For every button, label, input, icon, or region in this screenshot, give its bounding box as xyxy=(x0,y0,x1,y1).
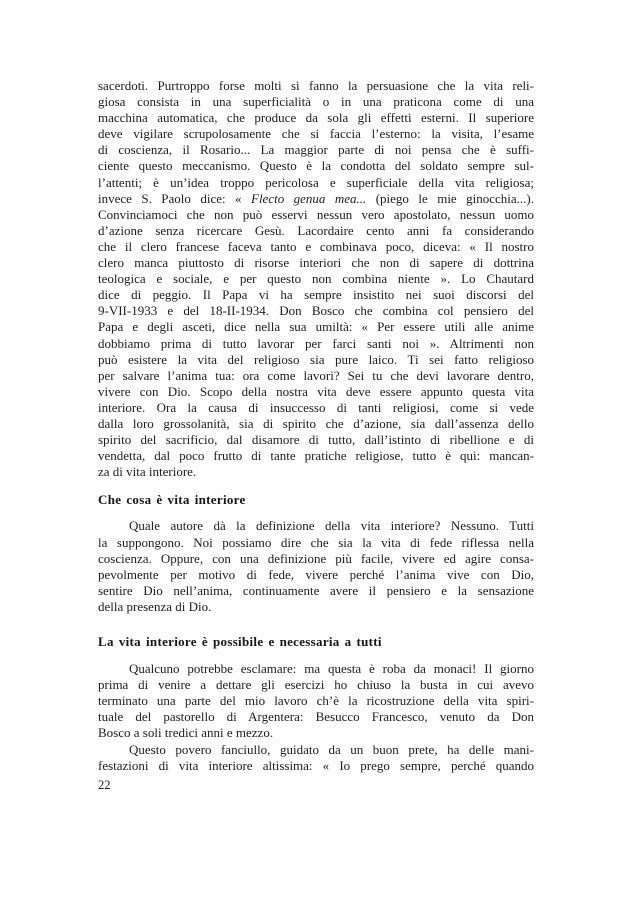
text-line: per salvare l’anima tua: ora come lavori? Sei tu che devi lavorare dentro, xyxy=(98,367,534,383)
text-line: Qualcuno potrebbe esclamare: ma questa è roba da monaci! Il giorno xyxy=(129,661,534,677)
text-line: sacerdoti. Purtroppo forse molti si fanno la persuasione che la vita reli- xyxy=(98,78,534,93)
text-line: dalla loro grossolanità, sia di spirito che d’azione, sia dall’assenza dello xyxy=(98,415,534,431)
paragraph-objection xyxy=(98,661,534,741)
text-line: può esistere la vita del religioso sia pure laico. Ti sei fatto religioso xyxy=(98,351,534,367)
text-line: pevolmente per motivo di fede, vivere perché l’anima vive con Dio, xyxy=(98,566,534,582)
text-line-latin-quote xyxy=(98,191,534,207)
text-line: interiore. Ora la causa di insuccesso di tanti religiosi, come si vede xyxy=(98,399,534,415)
para1-lines-after-italic xyxy=(98,207,534,481)
text-line: Papa e degli asceti, dice nella sua umiltà: « Per essere utili alle anime xyxy=(98,319,534,335)
section-heading-what-is-interior-life: Che cosa è vita interiore xyxy=(98,492,246,508)
page-number: 22 xyxy=(98,778,111,792)
text-line: dobbiamo prima di tutto lavorar per farci santi noi ». Altrimenti non xyxy=(98,335,534,351)
text-line: ciente questo meccanismo. Questo è la condotta del soldato sempre sul- xyxy=(98,158,534,174)
para1-lines-before-italic xyxy=(98,78,534,191)
quote-post-text: (piego le mie ginocchia...). xyxy=(366,190,535,206)
text-line: che il clero francese faceva tanto e combinava poco, diceva: « Il nostro xyxy=(98,238,534,254)
text-line: della presenza di Dio. xyxy=(98,598,212,614)
text-line: sentire Dio nell’anima, continuamente avere il pensiero e la sensazione xyxy=(98,582,534,598)
text-line: za di vita interiore. xyxy=(98,464,197,480)
text-line: giosa consista in una superficialità o in una praticona come di una xyxy=(98,94,534,110)
text-line: coscienza. Oppure, con una definizione più facile, vivere ed agire consa- xyxy=(98,550,534,566)
text-line: dice di peggio. Il Papa vi ha sempre insistito nei suoi discorsi del xyxy=(98,287,534,303)
text-line: d’azione senza ricercare Gesù. Lacordaire cento anni fa considerando xyxy=(98,222,534,238)
text-line: Quale autore dà la definizione della vita interiore? Nessuno. Tutti xyxy=(129,518,534,534)
paragraph-continuation xyxy=(98,78,534,480)
text-line: 9-VII-1933 e del 18-II-1934. Don Bosco che combina col pensiero del xyxy=(98,303,534,319)
latin-quote-italic: Flecto genua mea... xyxy=(251,190,367,206)
text-line: tuale del pastorello di Argentera: Besucco Francesco, venuto da Don xyxy=(98,709,534,725)
text-line: clero manca piuttosto di risorse interiori che non di sapere di dottrina xyxy=(98,255,534,271)
text-line: prima di venire a dettare gli esercizi ho chiuso la busta in cui avevo xyxy=(98,677,534,693)
text-line: spirito del sacrificio, dal disamore di tutto, dall’istinto di ribellione e di xyxy=(98,432,534,448)
text-line: teologica e sociale, e per questo non combina niente ». Lo Chautard xyxy=(98,271,534,287)
text-line: vivere con Dio. Scopo della nostra vita deve essere appunto questa vita xyxy=(98,383,534,399)
text-line: la suppongono. Noi possiamo dire che sia la vita di fede riflessa nella xyxy=(98,534,534,550)
text-line: Convinciamoci che non può esservi nessun vero apostolato, nessun uomo xyxy=(98,206,534,222)
page-text-column xyxy=(98,78,534,774)
text-line: di coscienza, il Rosario... La maggior parte di noi pensa che è suffi- xyxy=(98,142,534,158)
text-line: deve vigilare scrupolosamente che si faccia l’esterno: la visita, l’esame xyxy=(98,126,534,142)
text-line: Bosco a soli tredici anni e mezzo. xyxy=(98,725,274,741)
text-line: terminato una parte del mio lavoro ch’è la ricostruzione della vita spiri- xyxy=(98,693,534,709)
paragraph-besucco xyxy=(98,742,534,774)
text-line: l’attenti; è un’idea troppo pericolosa e superficiale della vita religiosa; xyxy=(98,174,534,190)
section-heading-interior-life-possible: La vita interiore è possibile e necessaria a tutti xyxy=(98,634,382,649)
text-line: Questo povero fanciullo, guidato da un buon prete, ha delle mani- xyxy=(129,741,534,757)
text-line: festazioni di vita interiore altissima: « Io prego sempre, perché quando xyxy=(98,757,534,773)
quote-pre-text: invece S. Paolo dice: « xyxy=(98,190,251,206)
text-line: vendetta, dal poco frutto di tante pratiche religiose, tutto è qui: mancan- xyxy=(98,448,534,464)
text-line: macchina automatica, che produce da sola gli effetti esterni. Il superiore xyxy=(98,110,534,126)
paragraph-definition xyxy=(98,518,534,615)
